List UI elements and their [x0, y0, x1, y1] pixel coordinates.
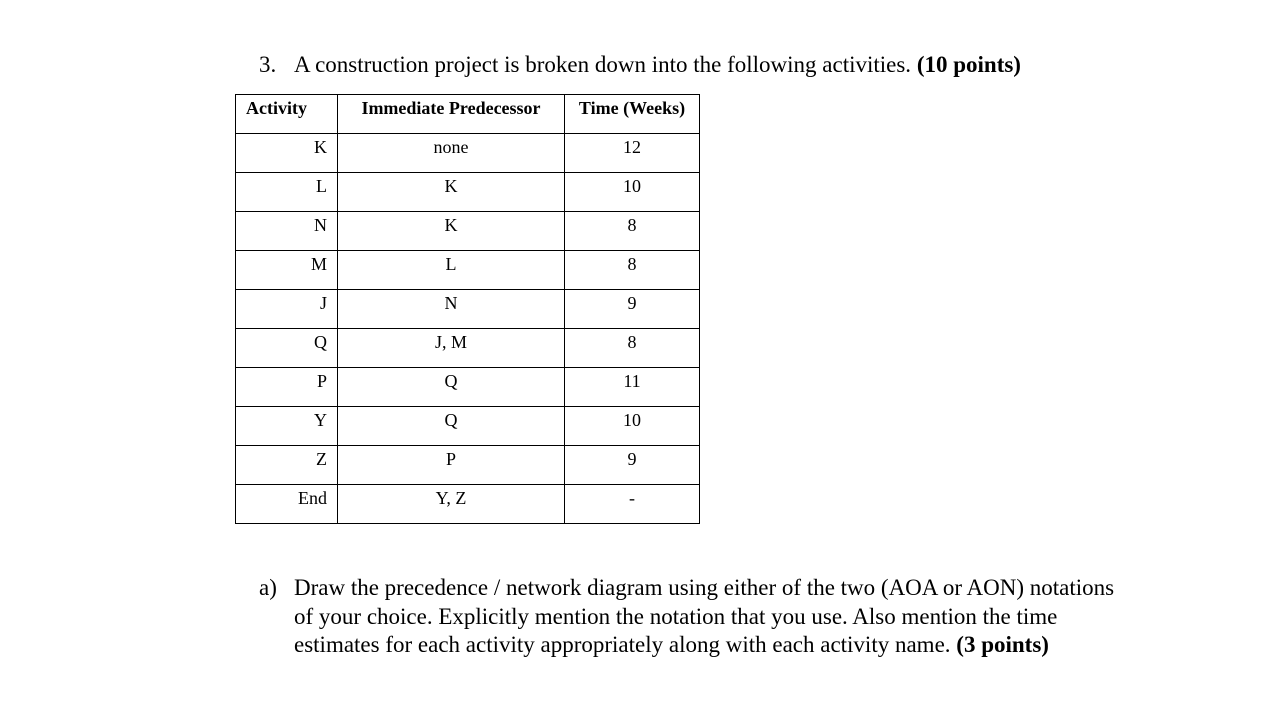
subquestion-points: (3 points): [956, 632, 1049, 657]
subquestion-label: a): [259, 575, 277, 600]
cell-activity: M: [236, 251, 338, 290]
header-immediate-predecessor: Immediate Predecessor: [338, 95, 565, 134]
cell-predecessor: K: [338, 212, 565, 251]
cell-activity: End: [236, 485, 338, 524]
table-row: [236, 485, 700, 524]
cell-activity: Y: [236, 407, 338, 446]
table-row: [236, 368, 700, 407]
table-row: [236, 329, 700, 368]
table-row: [236, 134, 700, 173]
cell-time: 10: [565, 173, 700, 212]
cell-predecessor: Q: [338, 407, 565, 446]
cell-time: 10: [565, 407, 700, 446]
table-row: [236, 446, 700, 485]
question-points: (10 points): [916, 52, 1021, 77]
subquestion-line: Draw the precedence / network diagram using either of the two (AOA or AON) notations: [294, 575, 1115, 600]
header-time-weeks: Time (Weeks): [565, 95, 700, 134]
table-header-row: [236, 95, 700, 134]
table-row: [236, 212, 700, 251]
subquestion-a: [259, 574, 1159, 660]
subquestion-text: [294, 574, 1124, 660]
question-heading: [259, 50, 1021, 80]
question-text: A construction project is broken down into the following activities.: [294, 52, 912, 77]
cell-activity: Q: [236, 329, 338, 368]
cell-time: 8: [565, 329, 700, 368]
cell-activity: N: [236, 212, 338, 251]
cell-predecessor: Y, Z: [338, 485, 565, 524]
cell-activity: L: [236, 173, 338, 212]
cell-predecessor: P: [338, 446, 565, 485]
cell-time: -: [565, 485, 700, 524]
header-activity: Activity: [236, 95, 338, 134]
cell-activity: K: [236, 134, 338, 173]
cell-time: 9: [565, 290, 700, 329]
cell-time: 12: [565, 134, 700, 173]
table-row: [236, 290, 700, 329]
subquestion-line: of your choice. Explicitly mention the notation that you use. Also mention the time: [294, 603, 1058, 629]
cell-time: 8: [565, 212, 700, 251]
table-row: [236, 173, 700, 212]
cell-activity: Z: [236, 446, 338, 485]
cell-predecessor: J, M: [338, 329, 565, 368]
activity-table: [235, 94, 700, 524]
cell-predecessor: N: [338, 290, 565, 329]
question-number: 3.: [259, 52, 277, 77]
cell-predecessor: K: [338, 173, 565, 212]
subquestion-line-last: [294, 631, 1124, 660]
cell-predecessor: L: [338, 251, 565, 290]
subquestion-line-text: estimates for each activity appropriately along with each activity name.: [294, 632, 951, 657]
cell-predecessor: none: [338, 134, 565, 173]
cell-time: 8: [565, 251, 700, 290]
cell-time: 11: [565, 368, 700, 407]
cell-time: 9: [565, 446, 700, 485]
table-row: [236, 407, 700, 446]
cell-activity: J: [236, 290, 338, 329]
cell-activity: P: [236, 368, 338, 407]
table-row: [236, 251, 700, 290]
cell-predecessor: Q: [338, 368, 565, 407]
